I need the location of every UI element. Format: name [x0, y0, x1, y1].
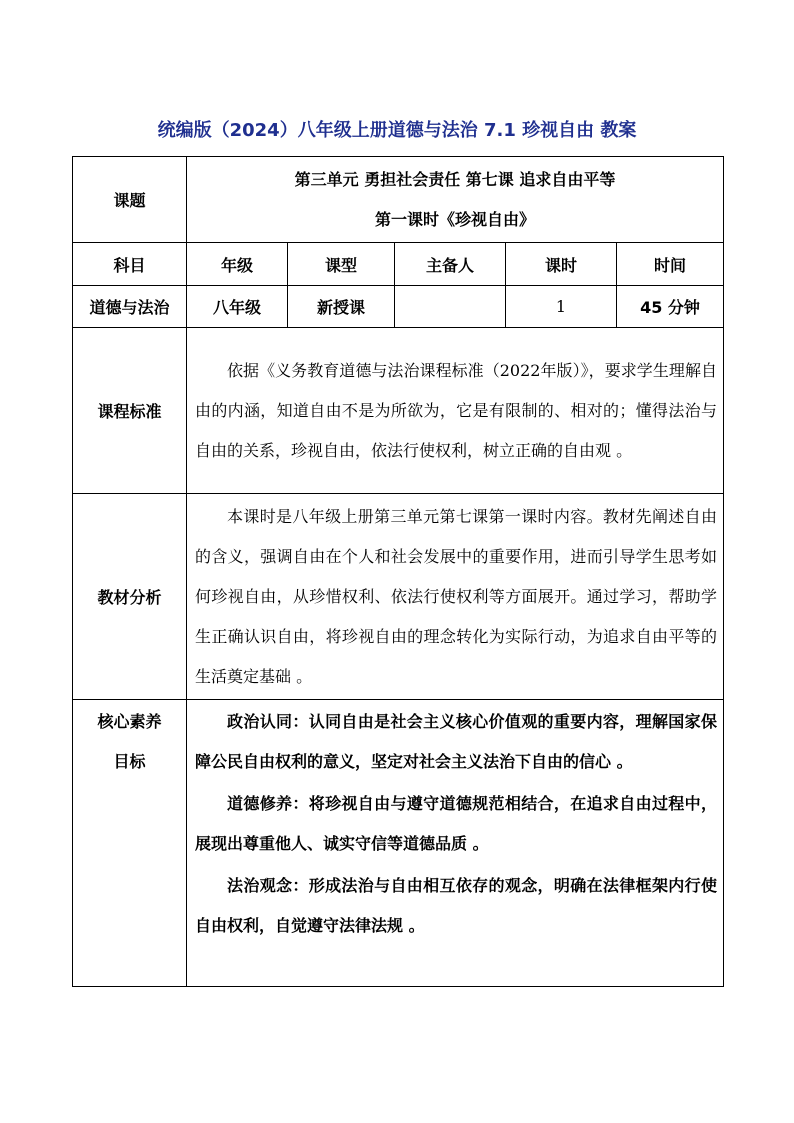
header-grade: 年级: [187, 243, 288, 286]
topic-line-2: 第一课时《珍视自由》: [374, 209, 535, 229]
analysis-row: [73, 494, 724, 700]
document-title: 统编版（2024）八年级上册道德与法治 7.1 珍视自由 教案: [157, 120, 637, 141]
goal-item: 道德修养：将珍视自由与遵守道德规范相结合，在追求自由过程中，展现出尊重他人、诚实守信等道德品质 。: [195, 794, 717, 853]
analysis-text: 本课时是八年级上册第三单元第七课第一课时内容。教材先阐述自由的含义，强调自由在个人和社会发展中的重要作用，进而引导学生思考如何珍视自由，从珍惜权利、依法行使权利等方面展开。通过学习，帮助学生正确认识自由，将珍视自由的理念转化为实际行动，为追求自由平等的生活奠定基础 。: [195, 506, 717, 686]
value-subject: 道德与法治: [73, 286, 187, 328]
goals-row: [73, 700, 724, 987]
goal-item: 法治观念：形成法治与自由相互依存的观念，明确在法律框架内行使自由权利，自觉遵守法律法规 。: [195, 876, 717, 935]
standard-label: 课程标准: [73, 328, 187, 494]
value-preparer: [395, 286, 506, 328]
header-preparer: 主备人: [395, 243, 506, 286]
goals-label-line-1: 核心素养: [97, 712, 162, 731]
header-time: 时间: [617, 243, 724, 286]
value-grade: 八年级: [187, 286, 288, 328]
header-subject: 科目: [73, 243, 187, 286]
analysis-cell: [187, 494, 724, 700]
standard-text: 依据《义务教育道德与法治课程标准（2022年版）》，要求学生理解自由的内涵，知道自由不是为所欲为，它是有限制的、相对的；懂得法治与自由的关系，珍视自由，依法行使权利，树立正确的自由观 。: [195, 360, 717, 460]
topic-label: 课题: [73, 157, 187, 243]
goals-label-line-2: 目标: [113, 752, 146, 771]
lesson-plan-table: [72, 156, 724, 987]
value-type: 新授课: [288, 286, 395, 328]
topic-line-1: 第三单元 勇担社会责任 第七课 追求自由平等: [294, 169, 616, 189]
header-periods: 课时: [506, 243, 617, 286]
topic-cell: [187, 157, 724, 243]
values-row: [73, 286, 724, 328]
goals-label-cell: [73, 700, 187, 987]
standard-row: [73, 328, 724, 494]
value-periods: 1: [506, 286, 617, 328]
value-time: 45 分钟: [617, 286, 724, 328]
header-row: [73, 243, 724, 286]
goals-cell: [187, 700, 724, 987]
goal-item: 政治认同：认同自由是社会主义核心价值观的重要内容，理解国家保障公民自由权利的意义，坚定对社会主义法治下自由的信心 。: [195, 712, 717, 771]
header-type: 课型: [288, 243, 395, 286]
standard-cell: [187, 328, 724, 494]
analysis-label: 教材分析: [73, 494, 187, 700]
topic-row: [73, 157, 724, 243]
